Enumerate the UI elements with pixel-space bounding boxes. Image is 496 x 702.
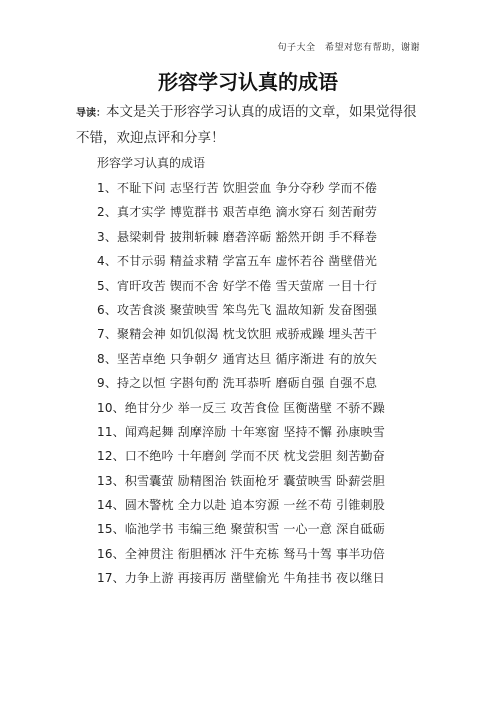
idiom-row: 6、攻苦食淡 聚萤映雪 笨鸟先飞 温故知新 发奋图强 xyxy=(97,302,378,317)
idiom-row: 3、悬梁刺骨 披荆斩棘 磨砻淬砺 豁然开朗 手不释卷 xyxy=(97,229,378,244)
idiom-row: 1、不耻下问 志坚行苦 饮胆尝血 争分夺秒 学而不倦 xyxy=(97,181,378,195)
idiom-row: 15、临池学书 韦编三绝 聚萤积雪 一心一意 深自砥砺 xyxy=(97,522,385,537)
idiom-row: 4、不甘示弱 精益求精 学富五车 虚怀若谷 凿壁借光 xyxy=(97,254,378,269)
idiom-row: 13、积雪囊萤 励精图治 铁面枪牙 囊萤映雪 卧薪尝胆 xyxy=(97,473,385,488)
intro-paragraph xyxy=(76,100,424,151)
idiom-row: 16、全神贯注 衔胆栖冰 汗牛充栋 驽马十驾 事半功倍 xyxy=(97,546,385,561)
section-title: 形容学习认真的成语 xyxy=(97,156,206,170)
idiom-row: 17、力争上游 再接再厉 凿壁偷光 牛角挂书 夜以继日 xyxy=(97,571,385,586)
page-title: 形容学习认真的成语 xyxy=(158,70,338,94)
idiom-row: 12、口不绝吟 十年磨剑 学而不厌 枕戈尝胆 刻苦勤奋 xyxy=(97,449,385,464)
idiom-row: 10、绝甘分少 举一反三 攻苦食俭 匡衡凿壁 不骄不躁 xyxy=(97,400,385,415)
idiom-row: 14、圆木警枕 全力以赴 追本穷源 一丝不苟 引锥刺股 xyxy=(97,498,385,513)
intro-text: 本文是关于形容学习认真的成语的文章，如果觉得很不错，欢迎点评和分享！ xyxy=(76,104,417,146)
idiom-row: 2、真才实学 博览群书 艰苦卓绝 滴水穿石 刻苦耐劳 xyxy=(97,205,378,220)
header-note: 句子大全 希望对您有帮助，谢谢 xyxy=(277,43,420,53)
idiom-row: 11、闻鸡起舞 刮摩淬励 十年寒窗 坚持不懈 孙康映雪 xyxy=(97,424,385,439)
idiom-row: 9、持之以恒 字斟句酌 洗耳恭听 磨砺自强 自强不息 xyxy=(97,376,378,391)
idiom-row: 7、聚精会神 如饥似渴 枕戈饮胆 戒骄戒躁 埋头苦干 xyxy=(97,327,378,342)
intro-label: 导读： xyxy=(76,108,106,119)
idiom-row: 8、坚苦卓绝 只争朝夕 通宵达旦 循序渐进 有的放矢 xyxy=(97,351,378,366)
idiom-list xyxy=(97,176,385,591)
idiom-row: 5、宵旰攻苦 锲而不舍 好学不倦 雪天萤席 一目十行 xyxy=(97,278,378,293)
